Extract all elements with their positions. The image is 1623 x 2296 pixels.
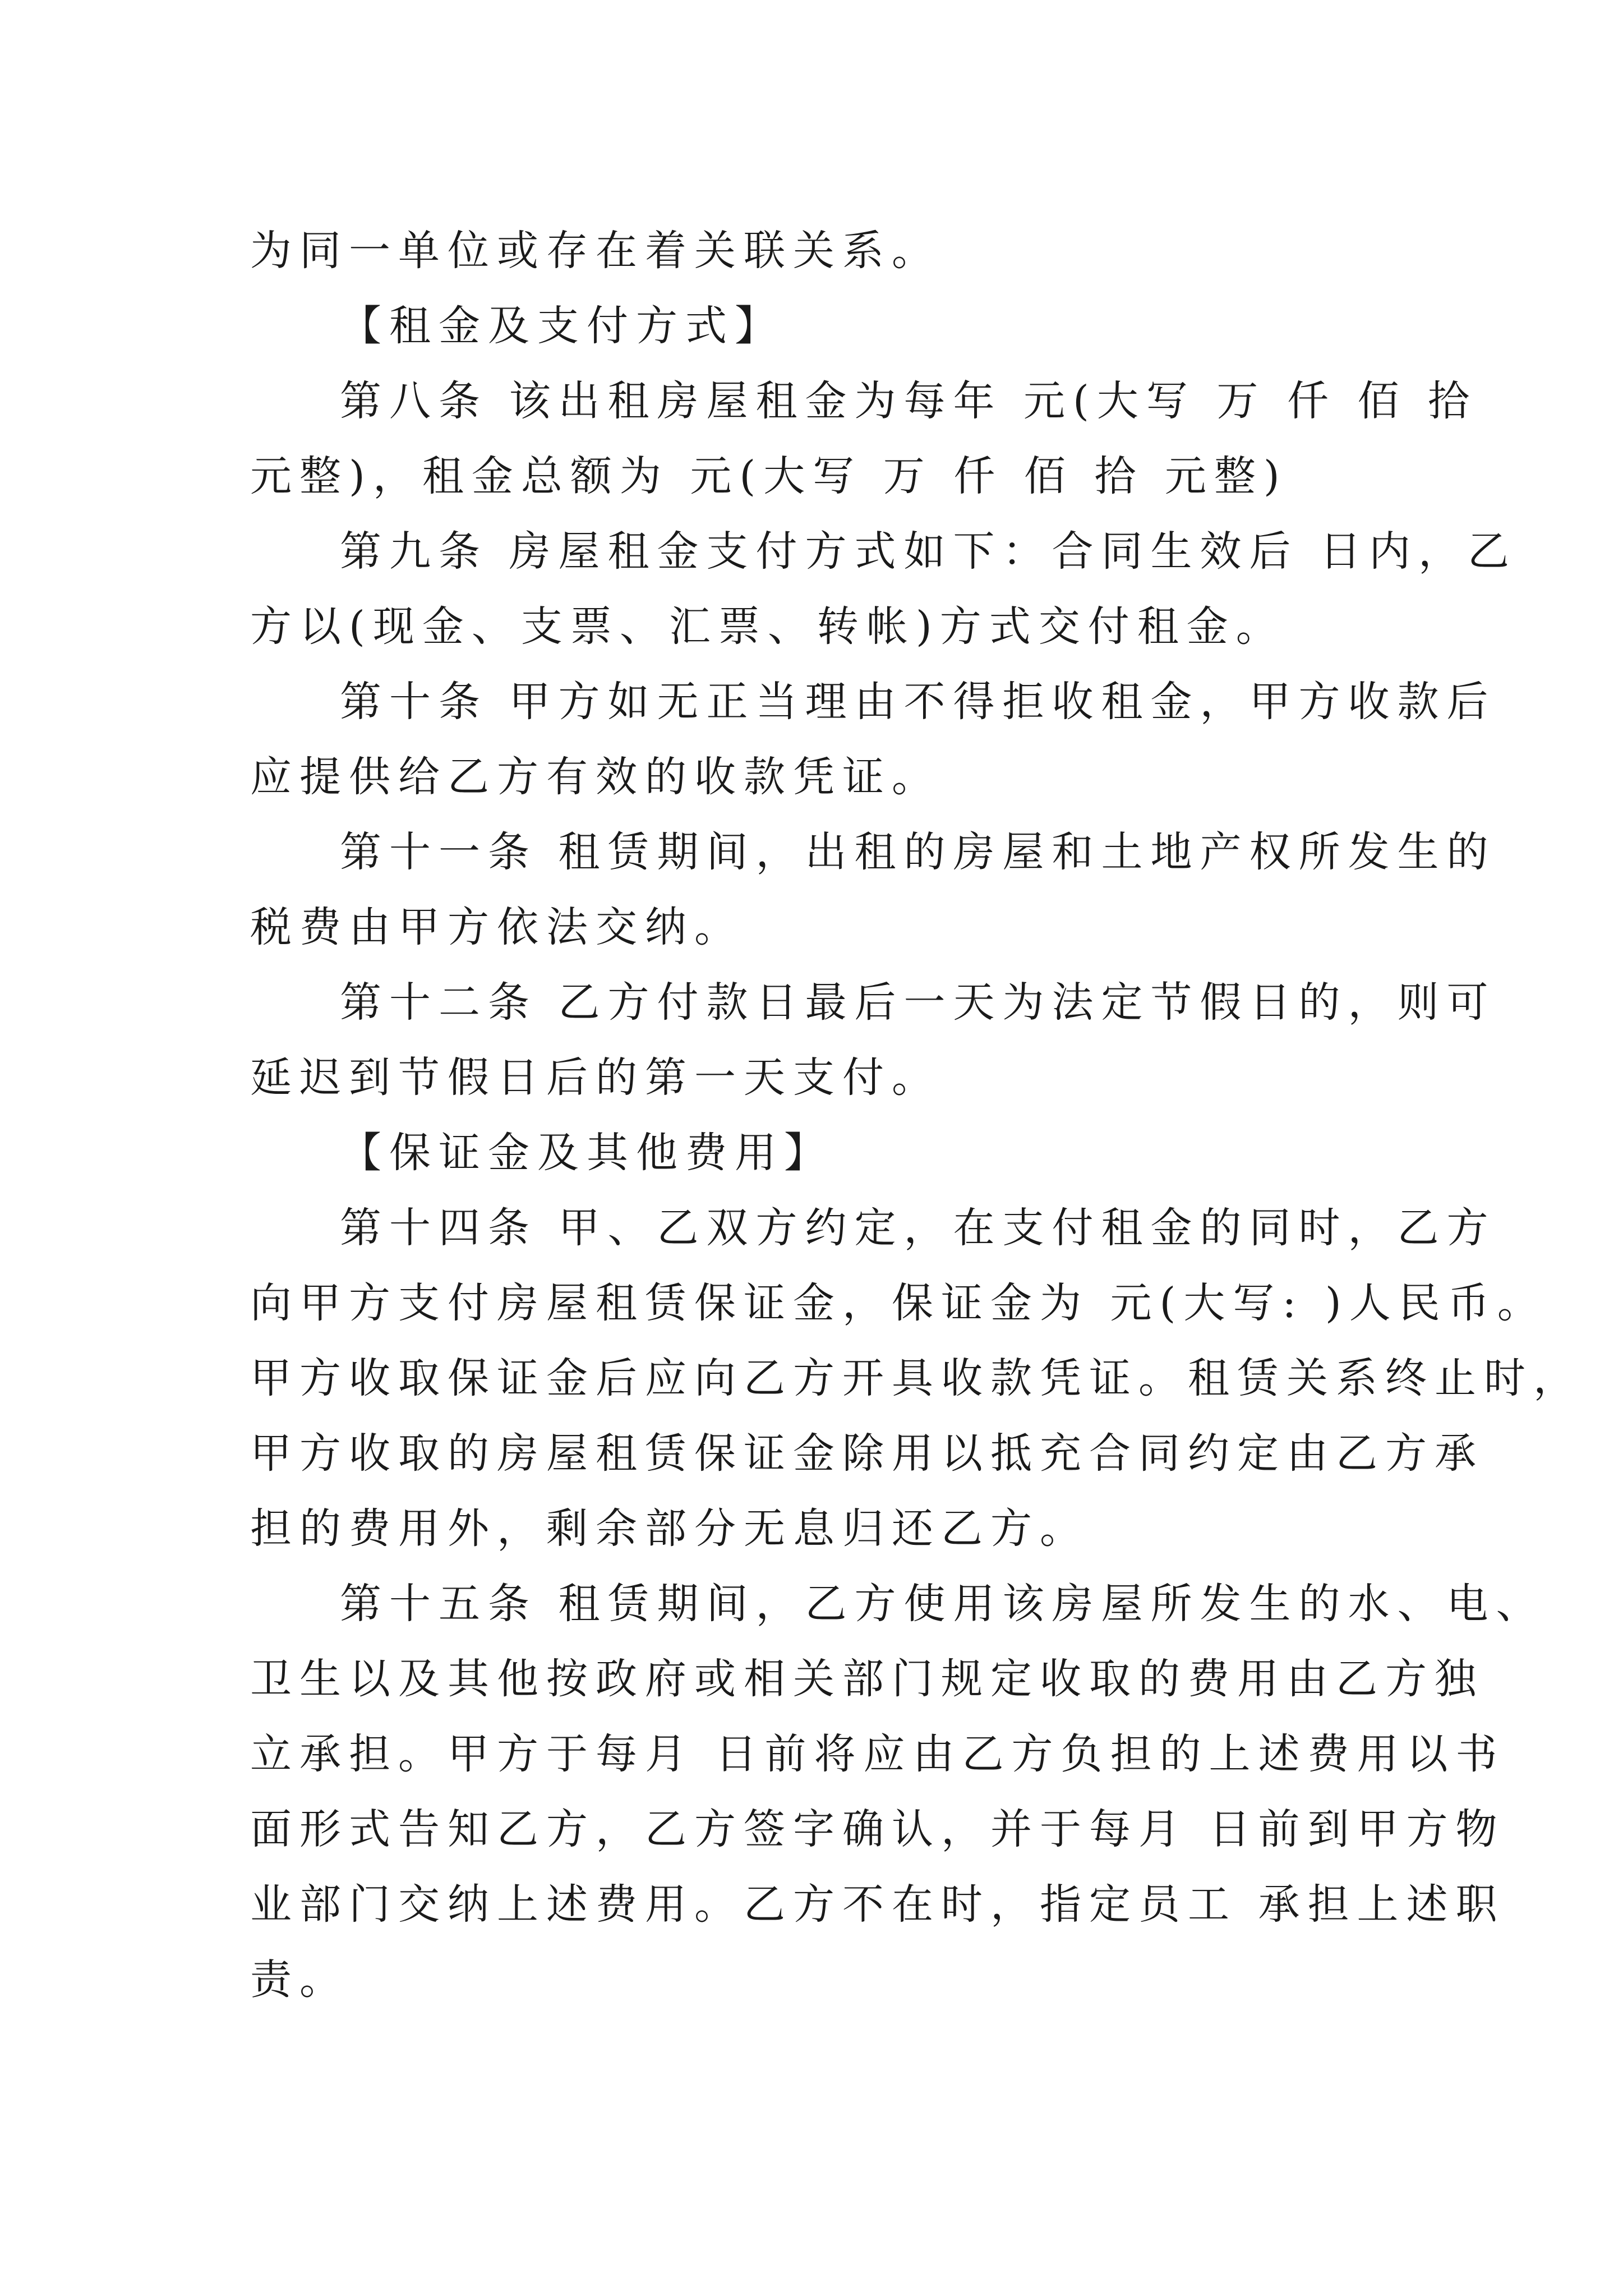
article-11-line-1: 第十一条 租赁期间，出租的房屋和土地产权所发生的 — [340, 828, 1496, 876]
document-body — [250, 213, 1583, 2017]
article-14-line-1: 第十四条 甲、乙双方约定，在支付租金的同时，乙方 — [340, 1204, 1496, 1252]
article-9-line-2: 方以(现金、支票、汇票、转帐)方式交付租金。 — [250, 602, 1285, 651]
article-12-line-1: 第十二条 乙方付款日最后一天为法定节假日的，则可 — [340, 978, 1496, 1027]
article-14-line-5: 担的费用外，剩余部分无息归还乙方。 — [250, 1504, 1089, 1553]
article-15-line-6: 责。 — [250, 1955, 349, 2004]
article-14-line-2: 向甲方支付房屋租赁保证金，保证金为 元(大写: )人民币。 — [250, 1279, 1547, 1327]
text-line: 为同一单位或存在着关联关系。 — [250, 227, 941, 275]
article-14-line-3: 甲方收取保证金后应向乙方开具收款凭证。租赁关系终止时， — [250, 1354, 1583, 1402]
article-15-line-4: 面形式告知乙方，乙方签字确认，并于每月 日前到甲方物 — [250, 1805, 1505, 1853]
article-15-line-3: 立承担。甲方于每月 日前将应由乙方负担的上述费用以书 — [250, 1730, 1505, 1778]
article-8-line-1: 第八条 该出租房屋租金为每年 元(大写 万 仟 佰 拾 — [340, 377, 1478, 425]
article-9-line-1: 第九条 房屋租金支付方式如下：合同生效后 日内，乙 — [340, 527, 1518, 576]
article-10-line-2: 应提供给乙方有效的收款凭证。 — [250, 753, 941, 801]
article-15-line-2: 卫生以及其他按政府或相关部门规定收取的费用由乙方独 — [250, 1655, 1484, 1703]
section-heading-deposit: 【保证金及其他费用】 — [340, 1129, 833, 1177]
article-12-line-2: 延迟到节假日后的第一天支付。 — [250, 1053, 941, 1102]
article-11-line-2: 税费由甲方依法交纳。 — [250, 903, 744, 951]
article-15-line-5: 业部门交纳上述费用。乙方不在时，指定员工 承担上述职 — [250, 1880, 1505, 1929]
article-14-line-4: 甲方收取的房屋租赁保证金除用以抵充合同约定由乙方承 — [250, 1429, 1484, 1478]
article-8-line-2: 元整)，租金总额为 元(大写 万 仟 佰 拾 元整) — [250, 452, 1288, 500]
article-10-line-1: 第十条 甲方如无正当理由不得拒收租金，甲方收款后 — [340, 678, 1496, 726]
section-heading-rent: 【租金及支付方式】 — [340, 302, 784, 350]
article-15-line-1: 第十五条 租赁期间，乙方使用该房屋所发生的水、电、 — [340, 1580, 1546, 1628]
